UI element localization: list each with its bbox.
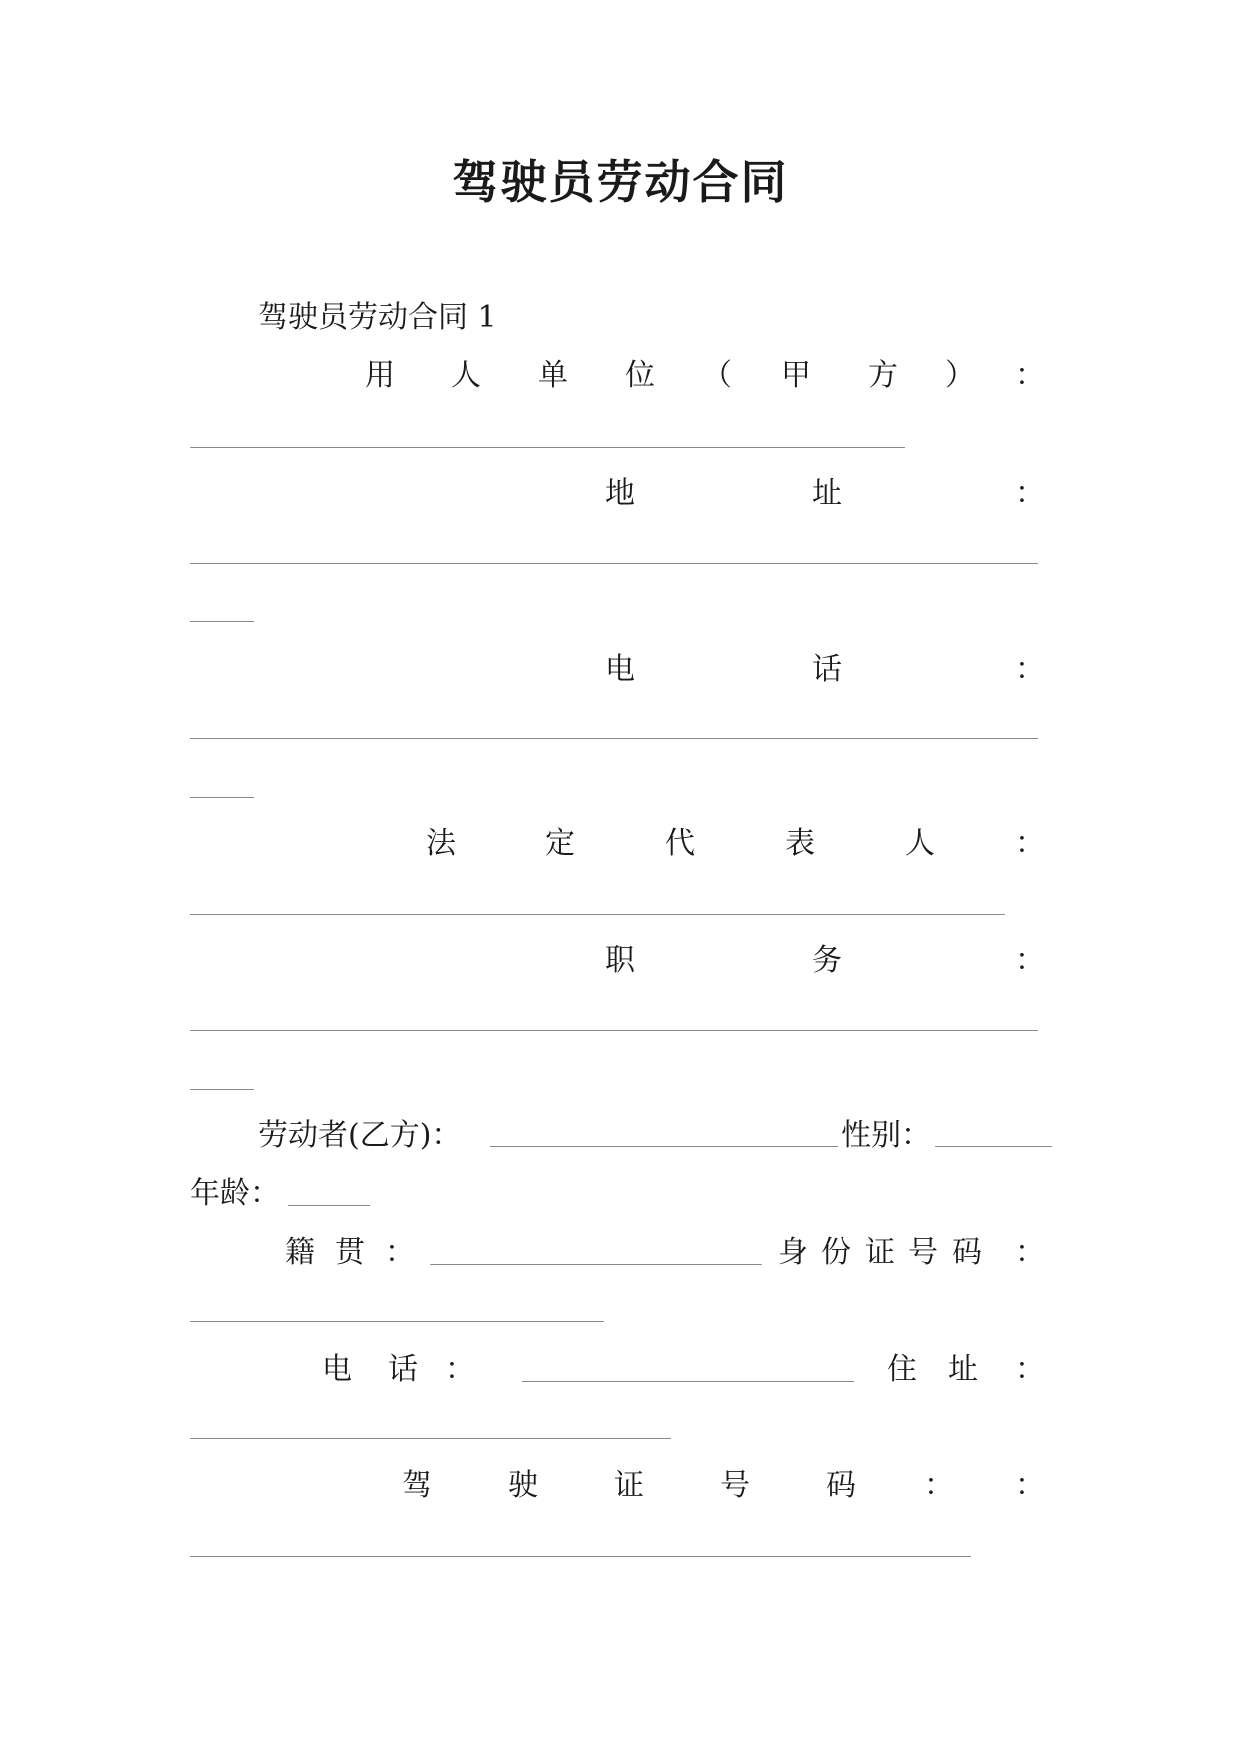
employer-blank-line[interactable] bbox=[190, 447, 905, 448]
employer-label-row bbox=[190, 356, 1045, 396]
label-char: 务 bbox=[812, 943, 842, 978]
address-blank-line[interactable] bbox=[190, 563, 1038, 564]
label-char: 身 bbox=[778, 1235, 808, 1270]
label-char: （ bbox=[702, 358, 732, 393]
label-char: 人 bbox=[451, 358, 481, 393]
native-place-label-row bbox=[190, 1233, 1045, 1273]
page-title: 驾驶员劳动合同 bbox=[452, 155, 789, 209]
gender-label: 性别： bbox=[841, 1118, 931, 1153]
label-char: 址 bbox=[812, 476, 842, 511]
label-char: 份 bbox=[821, 1235, 851, 1270]
contract-subtitle: 驾驶员劳动合同 1 bbox=[258, 300, 497, 335]
age-label: 年龄： bbox=[190, 1176, 280, 1211]
label-char: ： bbox=[1015, 1235, 1045, 1270]
label-char: 定 bbox=[545, 826, 575, 861]
worker-phone-blank[interactable] bbox=[522, 1381, 854, 1382]
label-char: 证 bbox=[614, 1468, 644, 1503]
label-char: ： bbox=[1015, 1468, 1045, 1503]
label-char: 籍 bbox=[285, 1235, 315, 1270]
label-char: 甲 bbox=[781, 358, 811, 393]
legal-rep-blank-line[interactable] bbox=[190, 914, 1005, 915]
id-number-blank-line[interactable] bbox=[190, 1321, 604, 1322]
address-label-row bbox=[190, 474, 1045, 514]
phone-label-row bbox=[190, 650, 1045, 690]
label-char: 证 bbox=[865, 1235, 895, 1270]
native-place-blank[interactable] bbox=[430, 1264, 762, 1265]
label-char: 号 bbox=[908, 1235, 938, 1270]
label-char: 位 bbox=[625, 358, 655, 393]
position-label-row bbox=[190, 941, 1045, 981]
label-char: ： bbox=[924, 1468, 954, 1503]
label-char: 话 bbox=[812, 652, 842, 687]
phone-blank-line-cont[interactable] bbox=[190, 797, 254, 798]
label-char: 驾 bbox=[402, 1468, 432, 1503]
position-blank-line-cont[interactable] bbox=[190, 1089, 254, 1090]
worker-name-blank[interactable] bbox=[490, 1146, 838, 1147]
label-char: 电 bbox=[322, 1352, 352, 1387]
label-char: ： bbox=[1015, 943, 1045, 978]
label-char: ： bbox=[445, 1352, 475, 1387]
label-char: 法 bbox=[426, 826, 456, 861]
position-blank-line[interactable] bbox=[190, 1030, 1038, 1031]
label-char: 号 bbox=[720, 1468, 750, 1503]
label-char: 地 bbox=[605, 476, 635, 511]
gender-blank[interactable] bbox=[935, 1146, 1052, 1147]
label-char: 码 bbox=[826, 1468, 856, 1503]
label-char: 贯 bbox=[335, 1235, 365, 1270]
address-blank-line-cont[interactable] bbox=[190, 621, 254, 622]
label-char: 电 bbox=[605, 652, 635, 687]
label-char: 单 bbox=[538, 358, 568, 393]
phone-blank-line[interactable] bbox=[190, 738, 1038, 739]
label-char: 表 bbox=[785, 826, 815, 861]
label-char: ） bbox=[945, 358, 975, 393]
label-char: 代 bbox=[665, 826, 695, 861]
age-blank[interactable] bbox=[288, 1205, 370, 1206]
label-char: 方 bbox=[868, 358, 898, 393]
label-char: 职 bbox=[605, 943, 635, 978]
label-char: ： bbox=[385, 1235, 415, 1270]
label-char: 人 bbox=[905, 826, 935, 861]
license-blank-line[interactable] bbox=[190, 1556, 971, 1557]
license-label-row bbox=[190, 1466, 1045, 1506]
label-char: ： bbox=[1015, 1352, 1045, 1387]
label-char: 话 bbox=[388, 1352, 418, 1387]
label-char: ： bbox=[1015, 358, 1045, 393]
label-char: 驶 bbox=[508, 1468, 538, 1503]
label-char: 用 bbox=[365, 358, 395, 393]
worker-label: 劳动者(乙方)： bbox=[258, 1118, 462, 1153]
worker-phone-label-row bbox=[190, 1350, 1045, 1390]
label-char: ： bbox=[1015, 476, 1045, 511]
residence-blank-line[interactable] bbox=[190, 1438, 671, 1439]
legal-rep-label-row bbox=[190, 824, 1045, 864]
label-char: 住 bbox=[887, 1352, 917, 1387]
label-char: 址 bbox=[948, 1352, 978, 1387]
label-char: ： bbox=[1015, 652, 1045, 687]
label-char: ： bbox=[1015, 826, 1045, 861]
label-char: 码 bbox=[952, 1235, 982, 1270]
